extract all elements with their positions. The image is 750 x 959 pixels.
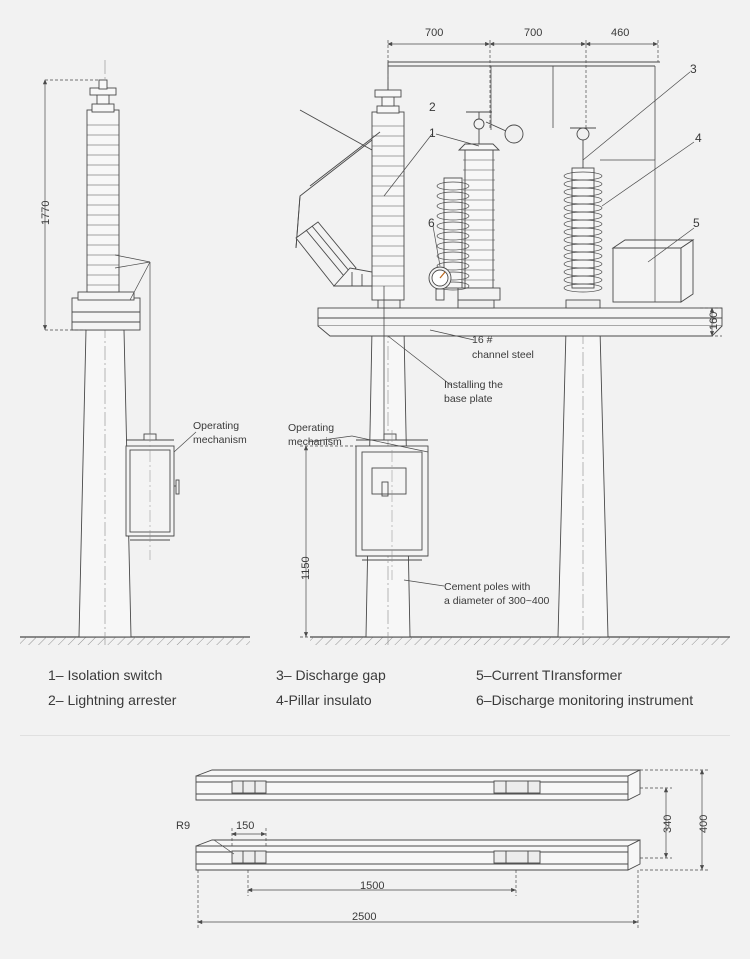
note-operating-mechanism-mid-line1: Operating xyxy=(288,422,335,434)
dim-label-r9: R9 xyxy=(176,820,191,832)
left-base-plate xyxy=(72,292,140,330)
legend-item-3: 3– Discharge gap xyxy=(276,667,386,683)
note-operating-mechanism-mid-line2: mechanism xyxy=(288,436,342,448)
base-plate-mounts xyxy=(378,300,600,308)
note-channel-steel-line1: 16 # xyxy=(472,334,493,346)
main-ground-line xyxy=(310,637,730,645)
dim-2500 xyxy=(198,870,638,928)
dim-label-1150: 1150 xyxy=(300,556,312,580)
left-operating-mechanism-box xyxy=(126,434,179,540)
note-operating-mechanism-left-line1: Operating xyxy=(193,420,240,432)
dim-label-1500: 1500 xyxy=(360,880,385,892)
note-base-plate-line2: base plate xyxy=(444,393,493,405)
callout-2: 2 xyxy=(429,100,436,114)
current-transformer xyxy=(570,128,596,288)
discharge-monitoring-instrument xyxy=(429,267,451,300)
note-channel-steel-line2: channel steel xyxy=(472,349,534,361)
dim-label-700-b: 700 xyxy=(524,27,543,39)
dim-label-150: 150 xyxy=(236,820,255,832)
callout-3: 3 xyxy=(690,62,697,76)
callout-4: 4 xyxy=(695,131,702,145)
right-cabinet xyxy=(613,240,693,302)
legend-item-5: 5–Current TIransformer xyxy=(476,667,623,683)
busbar-drops xyxy=(491,66,655,160)
callout-5: 5 xyxy=(693,216,700,230)
channel-steel-platform xyxy=(318,308,722,336)
dim-label-340: 340 xyxy=(662,814,674,833)
left-ground-line xyxy=(20,637,250,645)
callout-6: 6 xyxy=(428,216,435,230)
legend-item-2: 2– Lightning arrester xyxy=(48,692,177,708)
main-isolation-switch xyxy=(372,90,404,300)
legend-item-1: 1– Isolation switch xyxy=(48,667,163,683)
legend-item-4: 4-Pillar insulato xyxy=(276,692,372,708)
note-cement-poles-line2: a diameter of 300~400 xyxy=(444,595,550,607)
dim-1150 xyxy=(300,446,356,637)
switch-arm-cylinder xyxy=(296,222,372,286)
note-cement-poles-line1: Cement poles with xyxy=(444,581,531,593)
dim-label-2500: 2500 xyxy=(352,911,377,923)
dim-label-700-a: 700 xyxy=(425,27,444,39)
dim-label-1770: 1770 xyxy=(40,200,52,225)
note-operating-mechanism-left-line2: mechanism xyxy=(193,434,247,446)
section-divider xyxy=(20,735,730,736)
callout-1: 1 xyxy=(429,126,436,140)
note-base-plate-line1: Installing the xyxy=(444,379,503,391)
dim-label-400: 400 xyxy=(698,814,710,833)
dim-label-160: 160 xyxy=(708,311,720,330)
left-isolation-switch xyxy=(87,80,119,292)
legend-item-6: 6–Discharge monitoring instrument xyxy=(476,692,694,708)
dim-label-460: 460 xyxy=(611,27,630,39)
top-busbar xyxy=(388,62,660,90)
switch-operating-arm xyxy=(296,110,380,248)
